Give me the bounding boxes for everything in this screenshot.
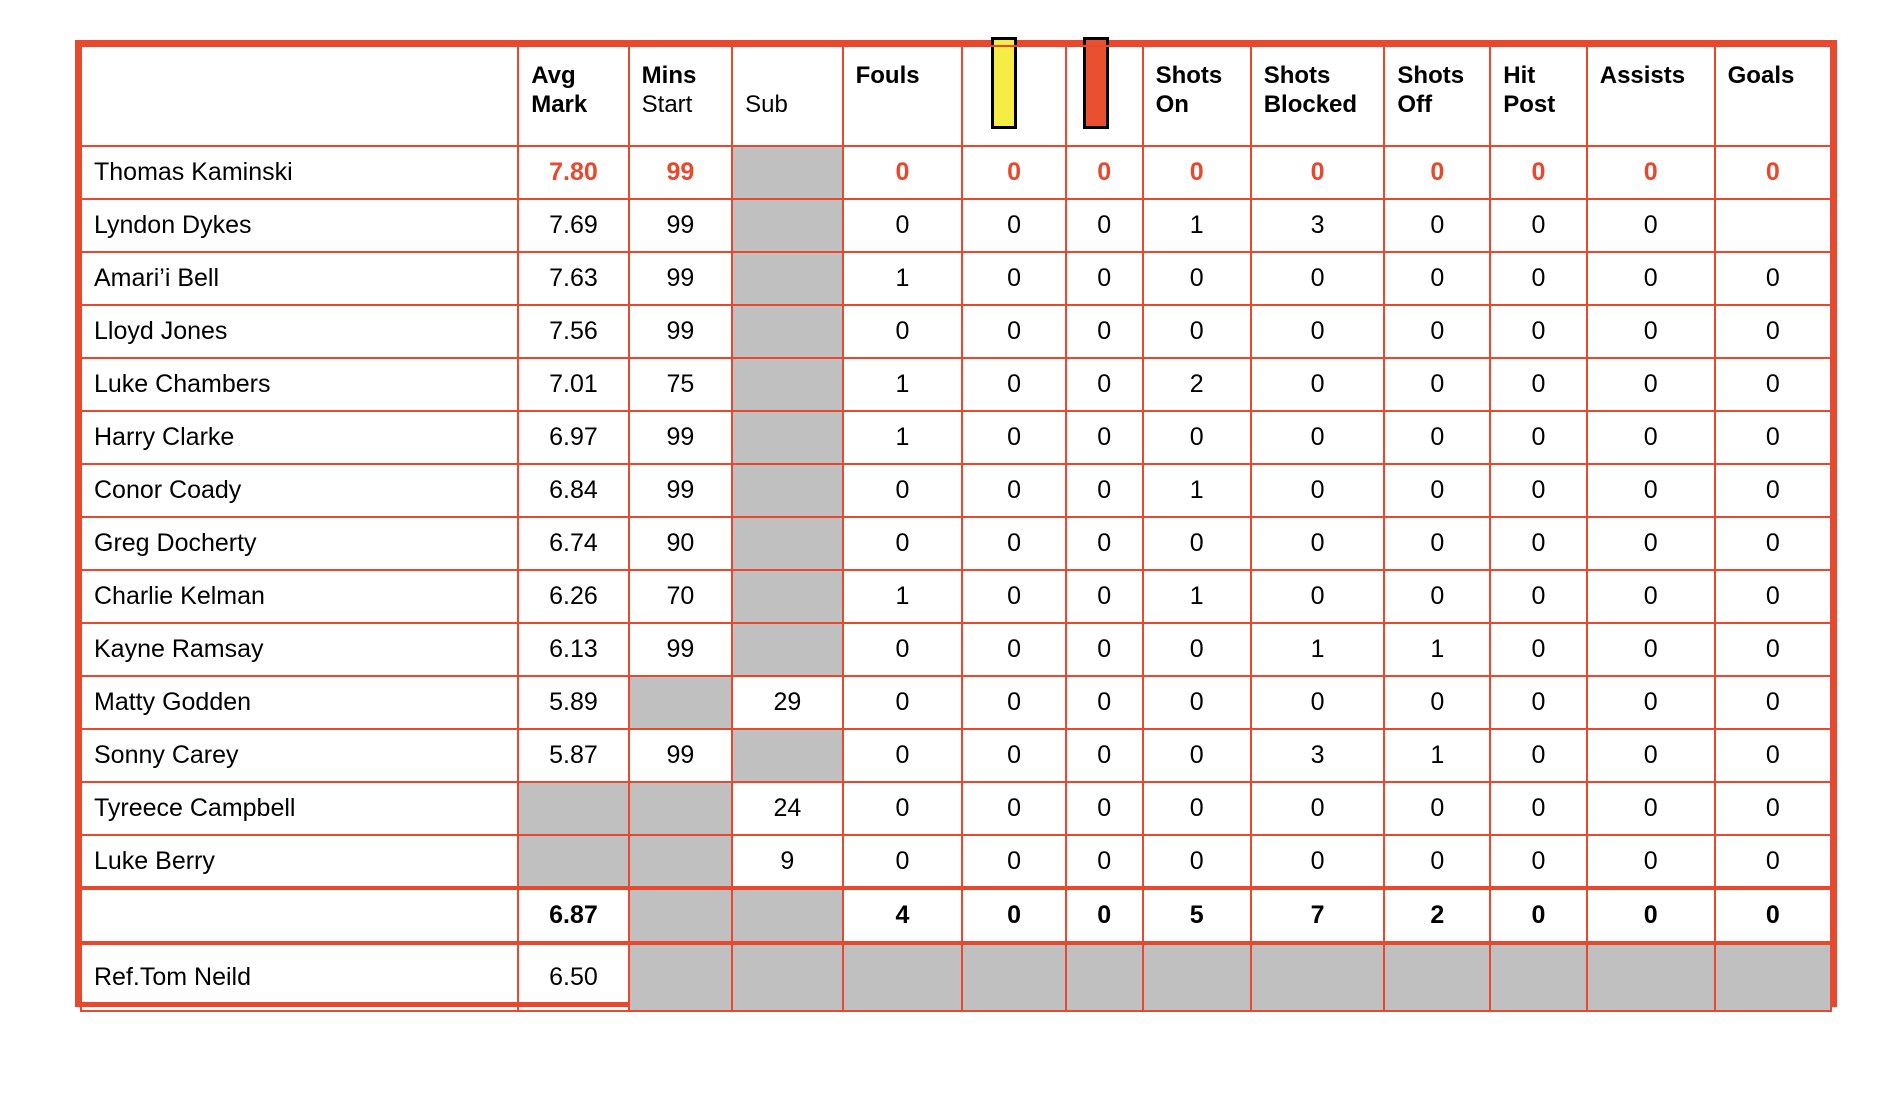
cell-shots-off: 0	[1384, 146, 1490, 199]
cell-sub	[732, 252, 842, 305]
player-row	[81, 305, 1831, 358]
cell-yellow: 0	[962, 146, 1065, 199]
cell-avg: 6.13	[518, 623, 628, 676]
totals-row	[81, 888, 1831, 943]
cell-fouls: 1	[843, 358, 963, 411]
cell-shots-off: 0	[1384, 358, 1490, 411]
header-fouls: Fouls	[843, 46, 963, 146]
cell-start: 90	[629, 517, 732, 570]
cell-red: 0	[1066, 411, 1143, 464]
cell-shots-blocked: 3	[1251, 729, 1385, 782]
player-name: Conor Coady	[81, 464, 518, 517]
cell-yellow: 0	[962, 199, 1065, 252]
cell-shots-blocked: 0	[1251, 570, 1385, 623]
cell-avg: 7.69	[518, 199, 628, 252]
cell-assists: 0	[1587, 570, 1715, 623]
cell-fouls: 0	[843, 729, 963, 782]
player-row	[81, 411, 1831, 464]
player-row	[81, 782, 1831, 835]
cell-start: 99	[629, 305, 732, 358]
cell-assists: 0	[1587, 464, 1715, 517]
cell-shots-on: 0	[1143, 252, 1251, 305]
player-row	[81, 199, 1831, 252]
cell-hit-post: 0	[1490, 358, 1587, 411]
cell-fouls: 0	[843, 676, 963, 729]
cell-shots-blocked: 0	[1251, 146, 1385, 199]
header-assists: Assists	[1587, 46, 1715, 146]
cell-goals: 0	[1715, 517, 1831, 570]
header-yellow-card	[962, 46, 1065, 146]
cell-goals: 0	[1715, 570, 1831, 623]
cell-shots-off: 0	[1384, 305, 1490, 358]
cell-hit-post: 0	[1490, 199, 1587, 252]
cell-hit-post: 0	[1490, 464, 1587, 517]
cell-avg: 5.89	[518, 676, 628, 729]
cell-hit-post: 0	[1490, 252, 1587, 305]
cell-sub	[732, 146, 842, 199]
player-row	[81, 464, 1831, 517]
player-row	[81, 358, 1831, 411]
cell-red: 0	[1066, 146, 1143, 199]
cell-assists: 0	[1587, 729, 1715, 782]
cell-shots-blocked: 0	[1251, 411, 1385, 464]
player-name: Lyndon Dykes	[81, 199, 518, 252]
cell-fouls: 0	[843, 199, 963, 252]
cell-start	[629, 676, 732, 729]
cell-assists: 0	[1587, 782, 1715, 835]
cell-goals: 0	[1715, 464, 1831, 517]
total-assists: 0	[1587, 888, 1715, 943]
cell-red: 0	[1066, 199, 1143, 252]
player-name: Charlie Kelman	[81, 570, 518, 623]
referee-name: Ref.Tom Neild	[81, 943, 518, 1011]
header-mins-start: Mins Start	[629, 46, 732, 146]
cell-shots-off: 1	[1384, 623, 1490, 676]
total-avg: 6.87	[518, 888, 628, 943]
cell-yellow: 0	[962, 729, 1065, 782]
cell-avg: 5.87	[518, 729, 628, 782]
player-name: Sonny Carey	[81, 729, 518, 782]
player-name: Tyreece Campbell	[81, 782, 518, 835]
cell-hit-post: 0	[1490, 411, 1587, 464]
cell-start: 99	[629, 411, 732, 464]
cell-start	[629, 782, 732, 835]
cell-goals: 0	[1715, 676, 1831, 729]
cell-assists: 0	[1587, 252, 1715, 305]
header-sub: Sub	[732, 46, 842, 146]
cell-fouls: 1	[843, 411, 963, 464]
cell-start: 75	[629, 358, 732, 411]
cell-yellow: 0	[962, 305, 1065, 358]
cell-shots-blocked: 0	[1251, 676, 1385, 729]
cell-assists: 0	[1587, 199, 1715, 252]
cell-fouls: 0	[843, 782, 963, 835]
cell-shots-on: 0	[1143, 517, 1251, 570]
player-row	[81, 517, 1831, 570]
cell-hit-post: 0	[1490, 146, 1587, 199]
cell-sub: 24	[732, 782, 842, 835]
cell-hit-post: 0	[1490, 782, 1587, 835]
referee-empty-cell	[1490, 943, 1587, 1011]
cell-hit-post: 0	[1490, 676, 1587, 729]
total-fouls: 4	[843, 888, 963, 943]
cell-goals	[1715, 199, 1831, 252]
cell-yellow: 0	[962, 358, 1065, 411]
total-shots-on: 5	[1143, 888, 1251, 943]
cell-yellow: 0	[962, 570, 1065, 623]
cell-shots-blocked: 0	[1251, 835, 1385, 888]
cell-yellow: 0	[962, 835, 1065, 888]
cell-sub	[732, 570, 842, 623]
cell-red: 0	[1066, 517, 1143, 570]
referee-empty-cell	[1251, 943, 1385, 1011]
cell-shots-blocked: 3	[1251, 199, 1385, 252]
total-empty-cell	[629, 888, 732, 943]
cell-shots-on: 0	[1143, 623, 1251, 676]
player-name: Greg Docherty	[81, 517, 518, 570]
cell-shots-off: 0	[1384, 252, 1490, 305]
referee-avg-mark: 6.50	[518, 943, 628, 1011]
cell-yellow: 0	[962, 623, 1065, 676]
cell-start: 99	[629, 464, 732, 517]
cell-avg: 7.63	[518, 252, 628, 305]
cell-fouls: 0	[843, 835, 963, 888]
player-row	[81, 623, 1831, 676]
player-row	[81, 570, 1831, 623]
cell-start: 99	[629, 252, 732, 305]
cell-red: 0	[1066, 782, 1143, 835]
cell-avg: 7.56	[518, 305, 628, 358]
cell-assists: 0	[1587, 358, 1715, 411]
cell-shots-on: 0	[1143, 729, 1251, 782]
cell-avg	[518, 782, 628, 835]
header-name-cell	[81, 46, 518, 146]
cell-assists: 0	[1587, 623, 1715, 676]
cell-shots-off: 0	[1384, 570, 1490, 623]
cell-goals: 0	[1715, 305, 1831, 358]
cell-shots-blocked: 0	[1251, 782, 1385, 835]
cell-sub	[732, 199, 842, 252]
cell-red: 0	[1066, 729, 1143, 782]
cell-shots-off: 0	[1384, 835, 1490, 888]
cell-fouls: 0	[843, 146, 963, 199]
player-name: Harry Clarke	[81, 411, 518, 464]
player-stats-table	[80, 45, 1832, 1012]
cell-red: 0	[1066, 252, 1143, 305]
cell-goals: 0	[1715, 782, 1831, 835]
total-shots-blocked: 7	[1251, 888, 1385, 943]
total-hit-post: 0	[1490, 888, 1587, 943]
cell-sub	[732, 517, 842, 570]
header-hit-post: Hit Post	[1490, 46, 1587, 146]
player-stats-sheet	[75, 40, 1837, 1007]
player-name: Matty Godden	[81, 676, 518, 729]
cell-red: 0	[1066, 305, 1143, 358]
player-name: Amari’i Bell	[81, 252, 518, 305]
cell-goals: 0	[1715, 835, 1831, 888]
cell-fouls: 0	[843, 623, 963, 676]
header-goals: Goals	[1715, 46, 1831, 146]
player-name: Kayne Ramsay	[81, 623, 518, 676]
cell-yellow: 0	[962, 676, 1065, 729]
cell-assists: 0	[1587, 835, 1715, 888]
total-empty-cell	[81, 888, 518, 943]
cell-shots-on: 0	[1143, 411, 1251, 464]
header-shots-on: Shots On	[1143, 46, 1251, 146]
player-row	[81, 146, 1831, 199]
referee-empty-cell	[1587, 943, 1715, 1011]
player-row	[81, 252, 1831, 305]
cell-shots-on: 0	[1143, 835, 1251, 888]
cell-sub	[732, 623, 842, 676]
cell-sub: 9	[732, 835, 842, 888]
header-red-card	[1066, 46, 1143, 146]
cell-assists: 0	[1587, 411, 1715, 464]
cell-shots-on: 0	[1143, 146, 1251, 199]
cell-shots-blocked: 0	[1251, 517, 1385, 570]
cell-avg: 7.01	[518, 358, 628, 411]
cell-hit-post: 0	[1490, 305, 1587, 358]
cell-shots-on: 1	[1143, 464, 1251, 517]
referee-empty-cell	[962, 943, 1065, 1011]
cell-shots-on: 1	[1143, 570, 1251, 623]
cell-start: 70	[629, 570, 732, 623]
total-shots-off: 2	[1384, 888, 1490, 943]
player-row	[81, 835, 1831, 888]
cell-yellow: 0	[962, 411, 1065, 464]
player-name: Luke Berry	[81, 835, 518, 888]
referee-empty-cell	[1384, 943, 1490, 1011]
cell-hit-post: 0	[1490, 517, 1587, 570]
referee-empty-cell	[629, 943, 732, 1011]
cell-start: 99	[629, 146, 732, 199]
cell-shots-blocked: 1	[1251, 623, 1385, 676]
total-empty-cell	[732, 888, 842, 943]
referee-empty-cell	[843, 943, 963, 1011]
cell-avg: 6.97	[518, 411, 628, 464]
cell-goals: 0	[1715, 146, 1831, 199]
cell-assists: 0	[1587, 305, 1715, 358]
cell-goals: 0	[1715, 411, 1831, 464]
cell-shots-blocked: 0	[1251, 305, 1385, 358]
referee-empty-cell	[1143, 943, 1251, 1011]
red-card-icon	[1083, 37, 1109, 129]
cell-shots-blocked: 0	[1251, 252, 1385, 305]
cell-shots-off: 0	[1384, 464, 1490, 517]
cell-start: 99	[629, 729, 732, 782]
cell-goals: 0	[1715, 623, 1831, 676]
cell-yellow: 0	[962, 252, 1065, 305]
cell-avg: 6.74	[518, 517, 628, 570]
cell-goals: 0	[1715, 358, 1831, 411]
cell-sub	[732, 411, 842, 464]
cell-goals: 0	[1715, 252, 1831, 305]
player-name: Lloyd Jones	[81, 305, 518, 358]
cell-sub: 29	[732, 676, 842, 729]
cell-hit-post: 0	[1490, 623, 1587, 676]
total-red: 0	[1066, 888, 1143, 943]
cell-sub	[732, 305, 842, 358]
header-shots-off: Shots Off	[1384, 46, 1490, 146]
cell-avg	[518, 835, 628, 888]
cell-sub	[732, 464, 842, 517]
cell-shots-off: 0	[1384, 517, 1490, 570]
yellow-card-icon	[991, 37, 1017, 129]
cell-red: 0	[1066, 358, 1143, 411]
header-row	[81, 46, 1831, 146]
total-yellow: 0	[962, 888, 1065, 943]
cell-start: 99	[629, 199, 732, 252]
cell-shots-on: 0	[1143, 676, 1251, 729]
cell-hit-post: 0	[1490, 729, 1587, 782]
cell-avg: 6.26	[518, 570, 628, 623]
referee-empty-cell	[732, 943, 842, 1011]
cell-assists: 0	[1587, 517, 1715, 570]
cell-shots-on: 0	[1143, 305, 1251, 358]
cell-hit-post: 0	[1490, 570, 1587, 623]
cell-fouls: 0	[843, 464, 963, 517]
cell-shots-off: 0	[1384, 782, 1490, 835]
cell-start: 99	[629, 623, 732, 676]
cell-shots-on: 2	[1143, 358, 1251, 411]
cell-shots-on: 0	[1143, 782, 1251, 835]
cell-sub	[732, 358, 842, 411]
cell-start	[629, 835, 732, 888]
referee-empty-cell	[1066, 943, 1143, 1011]
cell-shots-off: 0	[1384, 676, 1490, 729]
cell-avg: 7.80	[518, 146, 628, 199]
cell-red: 0	[1066, 464, 1143, 517]
cell-red: 0	[1066, 676, 1143, 729]
total-goals: 0	[1715, 888, 1831, 943]
cell-fouls: 1	[843, 570, 963, 623]
player-row	[81, 676, 1831, 729]
header-shots-blocked: Shots Blocked	[1251, 46, 1385, 146]
referee-row	[81, 943, 1831, 1011]
cell-shots-off: 1	[1384, 729, 1490, 782]
cell-yellow: 0	[962, 517, 1065, 570]
player-row	[81, 729, 1831, 782]
cell-shots-off: 0	[1384, 411, 1490, 464]
cell-assists: 0	[1587, 676, 1715, 729]
cell-yellow: 0	[962, 464, 1065, 517]
cell-yellow: 0	[962, 782, 1065, 835]
cell-red: 0	[1066, 835, 1143, 888]
cell-shots-blocked: 0	[1251, 358, 1385, 411]
cell-avg: 6.84	[518, 464, 628, 517]
cell-sub	[732, 729, 842, 782]
referee-empty-cell	[1715, 943, 1831, 1011]
cell-fouls: 0	[843, 305, 963, 358]
player-name: Luke Chambers	[81, 358, 518, 411]
cell-red: 0	[1066, 570, 1143, 623]
cell-assists: 0	[1587, 146, 1715, 199]
player-name: Thomas Kaminski	[81, 146, 518, 199]
cell-hit-post: 0	[1490, 835, 1587, 888]
cell-shots-off: 0	[1384, 199, 1490, 252]
cell-fouls: 0	[843, 517, 963, 570]
cell-fouls: 1	[843, 252, 963, 305]
header-avg-mark: Avg Mark	[518, 46, 628, 146]
cell-shots-blocked: 0	[1251, 464, 1385, 517]
cell-shots-on: 1	[1143, 199, 1251, 252]
cell-red: 0	[1066, 623, 1143, 676]
cell-goals: 0	[1715, 729, 1831, 782]
